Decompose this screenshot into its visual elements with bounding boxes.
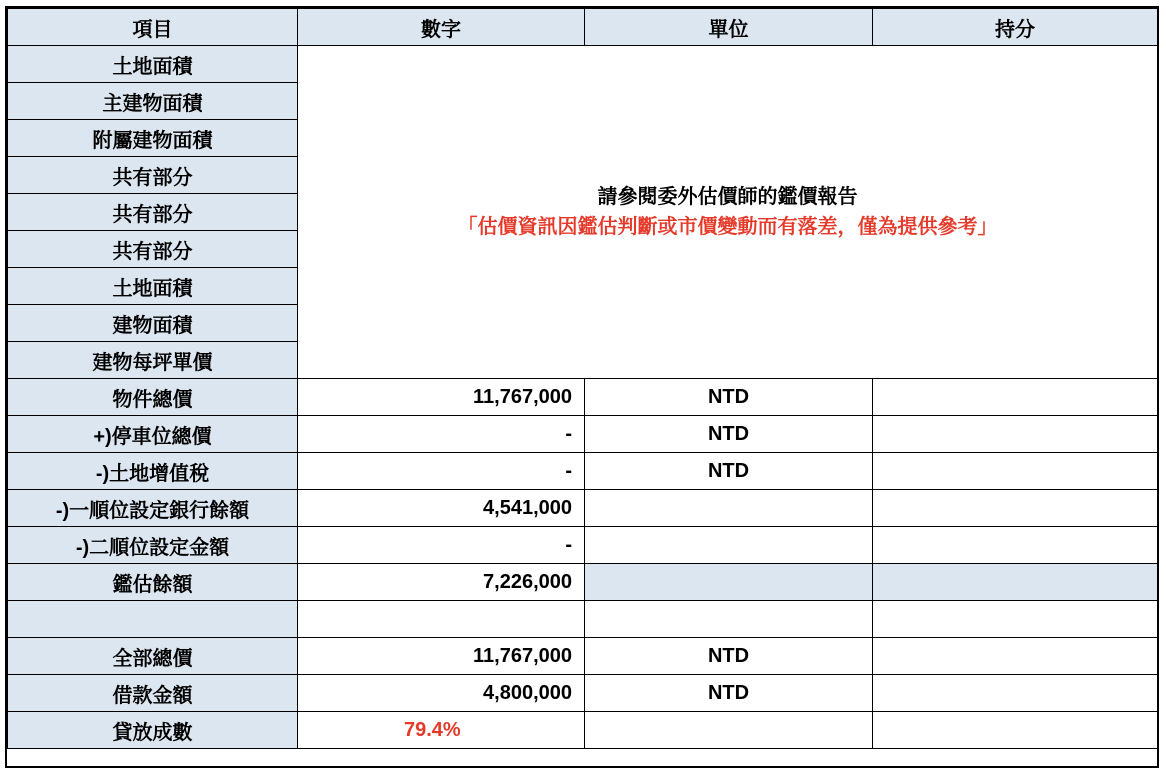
table-row: [8, 675, 1158, 712]
appraisal-note-cell: [298, 46, 1158, 379]
value-loan-amount: 4,800,000: [298, 675, 585, 712]
table-row: [8, 601, 1158, 638]
share-blank: [873, 601, 1158, 638]
table-row: [8, 638, 1158, 675]
table-row: [8, 527, 1158, 564]
row-label-loan-to-value: 貸放成數: [8, 712, 298, 749]
table-row: [8, 416, 1158, 453]
row-label-total-price: 物件總價: [8, 379, 298, 416]
header-number: 數字: [298, 9, 585, 46]
share-first-lien-balance: [873, 490, 1158, 527]
unit-second-lien-amount: [585, 527, 873, 564]
row-label-common-part-3: 共有部分: [8, 231, 298, 268]
header-unit: 單位: [585, 9, 873, 46]
row-label-first-lien-balance: -)一順位設定銀行餘額: [8, 490, 298, 527]
row-label-overall-price: 全部總價: [8, 638, 298, 675]
appraisal-disclaimer-text: 「估價資訊因鑑估判斷或市價變動而有落差，僅為提供參考」: [457, 216, 998, 238]
row-label-second-lien-amount: -)二順位設定金額: [8, 527, 298, 564]
unit-blank: [585, 601, 873, 638]
share-loan-amount: [873, 675, 1158, 712]
share-overall-price: [873, 638, 1158, 675]
share-parking-price: [873, 416, 1158, 453]
row-label-main-building-area: 主建物面積: [8, 83, 298, 120]
row-label-common-part-2: 共有部分: [8, 194, 298, 231]
row-label-land-area: 土地面積: [8, 46, 298, 83]
table-row: [8, 712, 1158, 749]
row-label-price-per-ping: 建物每坪單價: [8, 342, 298, 379]
table-row: [8, 564, 1158, 601]
share-total-price: [873, 379, 1158, 416]
value-land-value-tax: -: [298, 453, 585, 490]
row-label-blank: [8, 601, 298, 638]
row-label-loan-amount: 借款金額: [8, 675, 298, 712]
appraisal-note-text: 請參閱委外估價師的鑑價報告: [597, 186, 858, 208]
share-loan-to-value: [873, 712, 1158, 749]
table-row: [8, 379, 1158, 416]
table-row: [8, 453, 1158, 490]
unit-loan-to-value: [585, 712, 873, 749]
share-second-lien-amount: [873, 527, 1158, 564]
unit-loan-amount: NTD: [585, 675, 873, 712]
unit-land-value-tax: NTD: [585, 453, 873, 490]
unit-first-lien-balance: [585, 490, 873, 527]
unit-total-price: NTD: [585, 379, 873, 416]
value-second-lien-amount: -: [298, 527, 585, 564]
value-loan-to-value: 79.4%: [298, 712, 585, 749]
value-first-lien-balance: 4,541,000: [298, 490, 585, 527]
valuation-sheet: [5, 6, 1159, 768]
table-row: [8, 490, 1158, 527]
unit-parking-price: NTD: [585, 416, 873, 453]
row-label-land-value-tax: -)土地增值稅: [8, 453, 298, 490]
row-label-common-part-1: 共有部分: [8, 157, 298, 194]
value-appraised-balance: 7,226,000: [298, 564, 585, 601]
row-label-auxiliary-building-area: 附屬建物面積: [8, 120, 298, 157]
unit-appraised-balance: [585, 564, 873, 601]
row-label-parking-price: +)停車位總價: [8, 416, 298, 453]
unit-overall-price: NTD: [585, 638, 873, 675]
valuation-table: [7, 8, 1158, 749]
share-appraised-balance: [873, 564, 1158, 601]
value-parking-price: -: [298, 416, 585, 453]
value-overall-price: 11,767,000: [298, 638, 585, 675]
row-label-land-area-2: 土地面積: [8, 268, 298, 305]
row-label-appraised-balance: 鑑估餘額: [8, 564, 298, 601]
value-blank: [298, 601, 585, 638]
header-item: 項目: [8, 9, 298, 46]
value-total-price: 11,767,000: [298, 379, 585, 416]
table-row: [8, 46, 1158, 83]
row-label-building-area: 建物面積: [8, 305, 298, 342]
header-row: [8, 9, 1158, 46]
header-share: 持分: [873, 9, 1158, 46]
share-land-value-tax: [873, 453, 1158, 490]
